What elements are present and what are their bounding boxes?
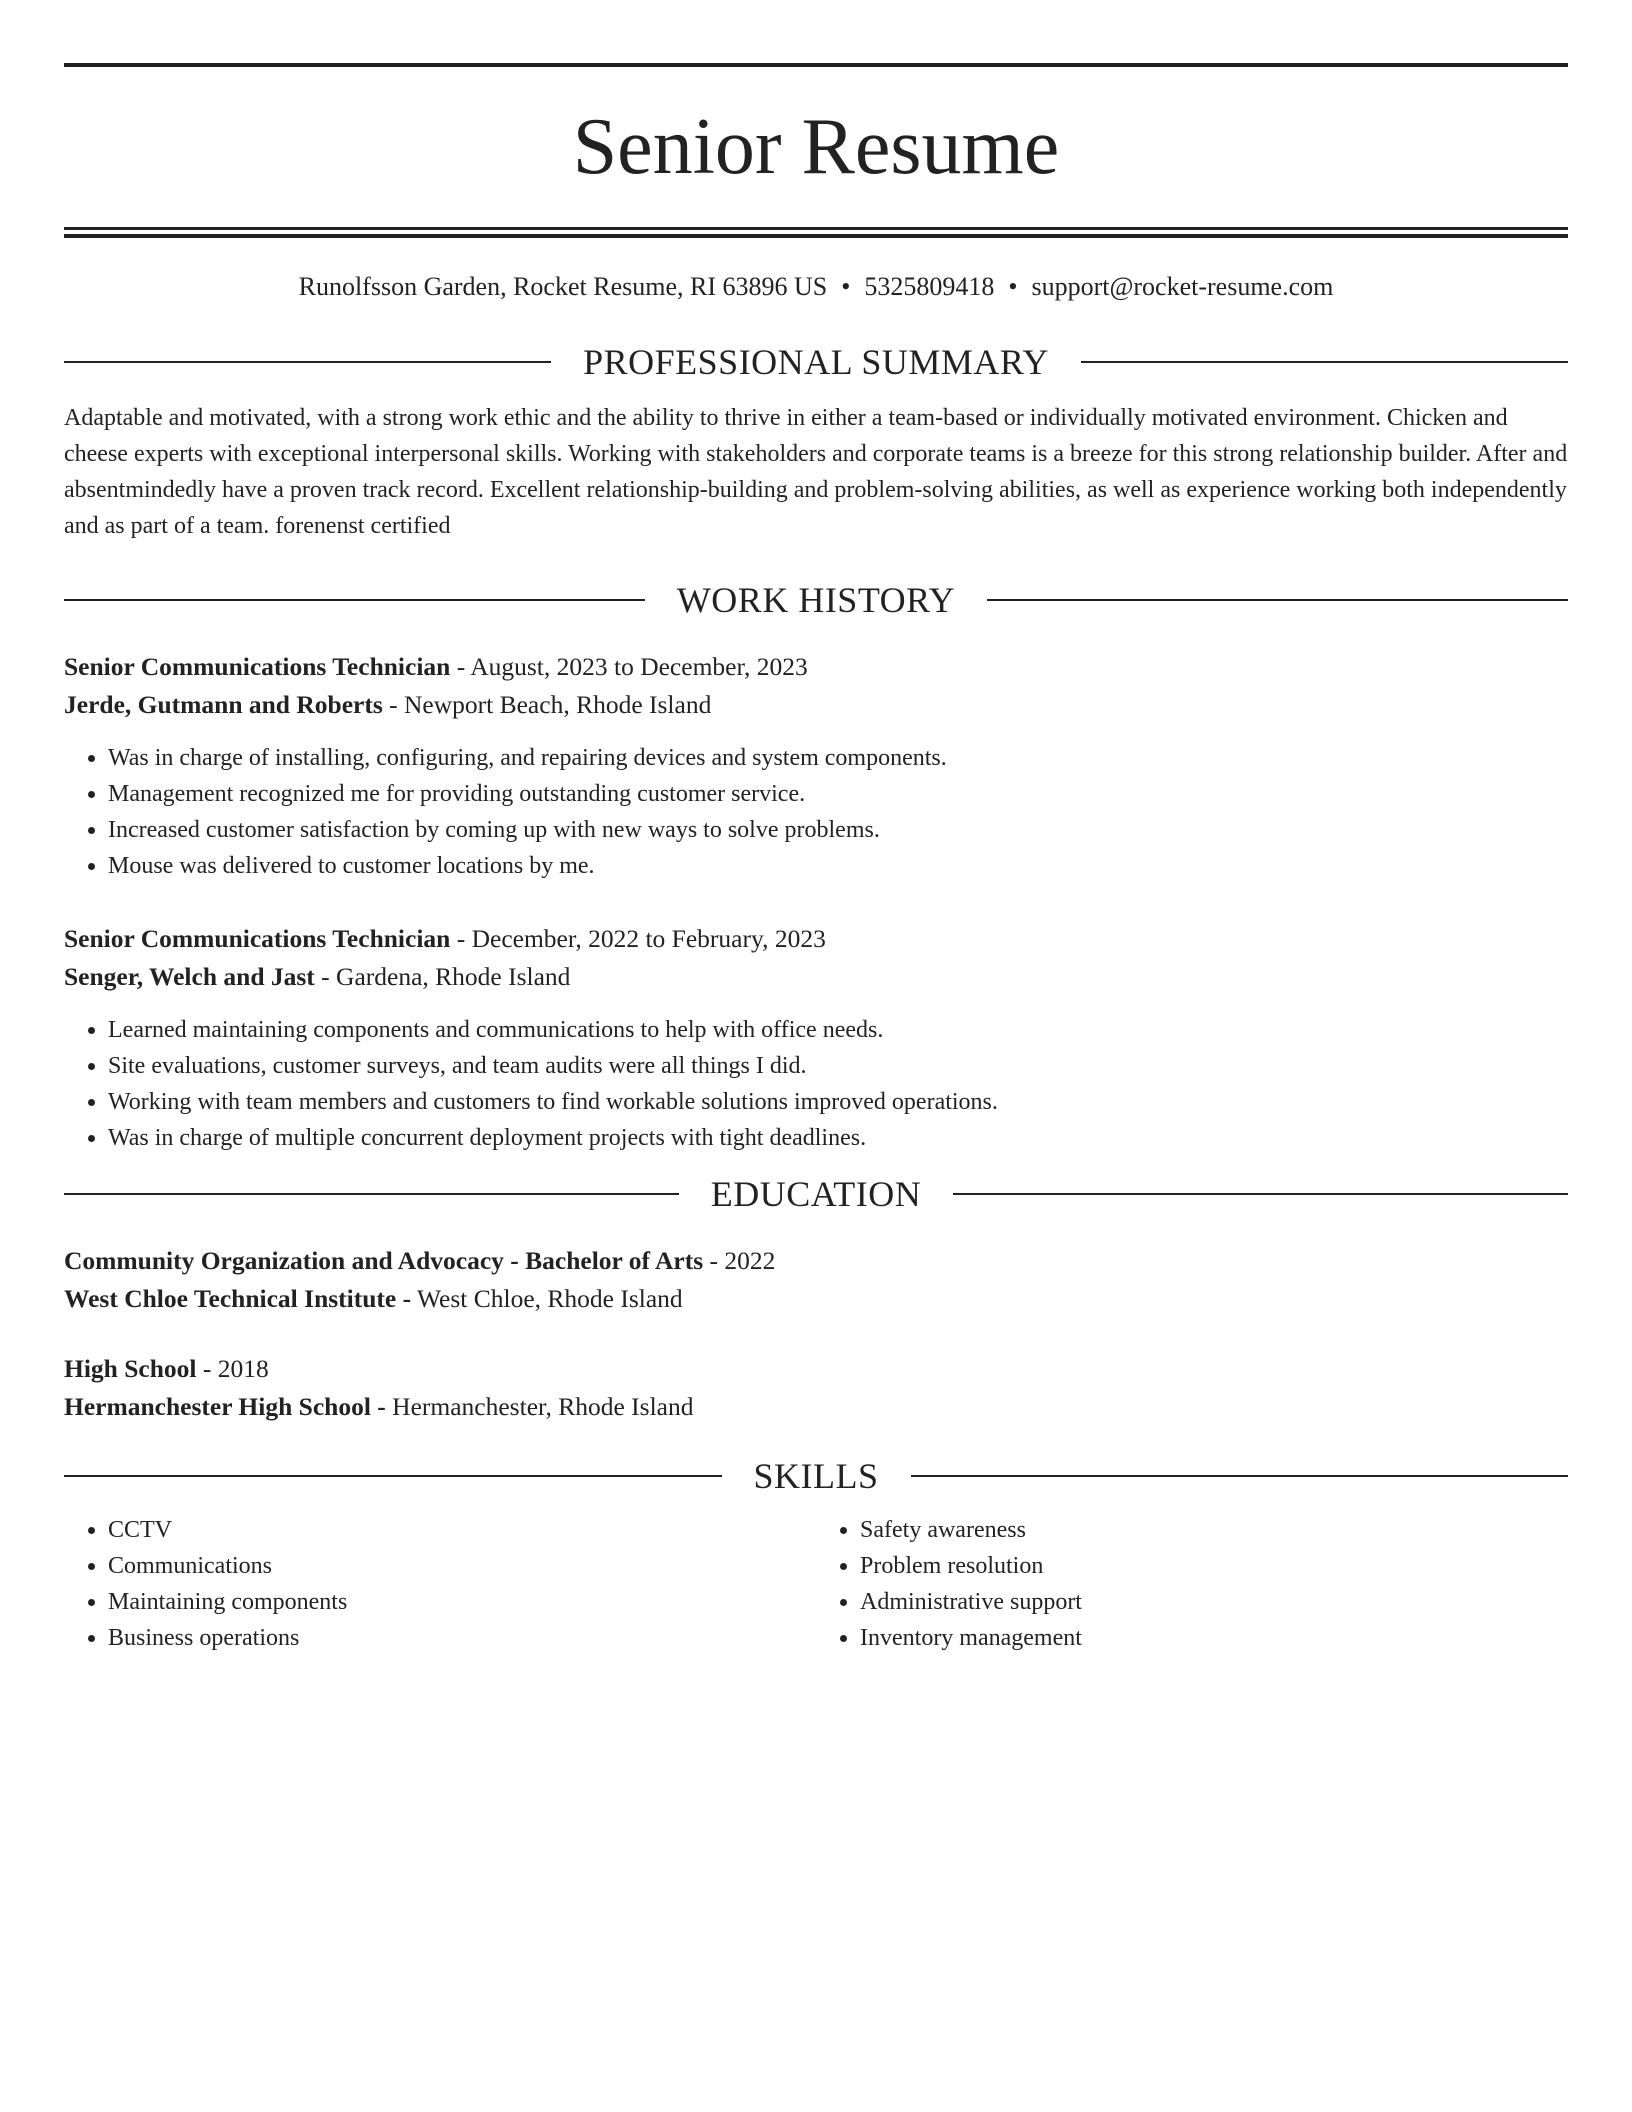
contact-separator: •: [1008, 272, 1018, 301]
list-item: • Mouse was delivered to customer locations by me.: [108, 848, 1568, 884]
section-header-summary: [64, 338, 1568, 386]
school-name: West Chloe Technical Institute -: [64, 1284, 412, 1313]
divider-line: [953, 1193, 1568, 1195]
contact-email: support@rocket-resume.com: [1031, 272, 1334, 301]
resume-page: [64, 63, 1568, 1656]
section-title-skills: SKILLS: [753, 1456, 879, 1496]
list-item: • Was in charge of installing, configuring, and repairing devices and system components.: [108, 740, 1568, 776]
job-title-line: [64, 648, 1568, 686]
contact-phone: 5325809418: [864, 272, 995, 301]
job-title-line: [64, 920, 1568, 958]
degree-year: - 2022: [703, 1246, 776, 1275]
list-item: • Working with team members and customers to find workable solutions improved operations.: [108, 1084, 1568, 1120]
skill-item: • CCTV: [108, 1512, 816, 1548]
degree-line: [64, 1242, 1568, 1280]
job-location: - Newport Beach, Rhode Island: [382, 690, 712, 719]
school-line: [64, 1280, 1568, 1318]
divider-line: [911, 1475, 1569, 1477]
job-location: - Gardena, Rhode Island: [314, 962, 571, 991]
section-header-education: [64, 1170, 1568, 1218]
list-item: • Was in charge of multiple concurrent deployment projects with tight deadlines.: [108, 1120, 1568, 1156]
divider-line: [987, 599, 1568, 601]
divider-line: [64, 361, 551, 363]
skill-item: • Administrative support: [860, 1584, 1568, 1620]
job-bullets: [64, 1012, 1568, 1156]
section-title-work: WORK HISTORY: [676, 580, 956, 620]
job-entry: [64, 920, 1568, 1156]
skill-item: • Safety awareness: [860, 1512, 1568, 1548]
skills-list: [64, 1512, 1568, 1656]
divider-line: [64, 599, 645, 601]
job-dates: - August, 2023 to December, 2023: [450, 652, 808, 681]
job-dates: - December, 2022 to February, 2023: [450, 924, 826, 953]
degree-name: Community Organization and Advocacy - Bachelor of Arts: [64, 1246, 704, 1275]
job-company: Jerde, Gutmann and Roberts: [64, 690, 383, 719]
double-rule: [64, 227, 1568, 238]
divider-line: [64, 1193, 679, 1195]
degree-line: [64, 1350, 1568, 1388]
school-location: West Chloe, Rhode Island: [411, 1284, 683, 1313]
skill-item: • Maintaining components: [108, 1584, 816, 1620]
divider-line: [64, 1475, 722, 1477]
list-item: • Management recognized me for providing outstanding customer service.: [108, 776, 1568, 812]
job-title: Senior Communications Technician: [64, 924, 451, 953]
skills-column-left: [64, 1512, 816, 1656]
skill-item: • Communications: [108, 1548, 816, 1584]
education-entry: [64, 1242, 1568, 1318]
list-item: • Site evaluations, customer surveys, and team audits were all things I did.: [108, 1048, 1568, 1084]
job-company: Senger, Welch and Jast: [64, 962, 315, 991]
top-rule: [64, 63, 1568, 67]
list-item: • Learned maintaining components and communications to help with office needs.: [108, 1012, 1568, 1048]
section-header-work: [64, 576, 1568, 624]
job-company-line: [64, 958, 1568, 996]
degree-year: - 2018: [196, 1354, 269, 1383]
job-bullets: [64, 740, 1568, 884]
school-location: Hermanchester, Rhode Island: [385, 1392, 694, 1421]
skills-column-right: [816, 1512, 1568, 1656]
school-line: [64, 1388, 1568, 1426]
list-item: • Increased customer satisfaction by coming up with new ways to solve problems.: [108, 812, 1568, 848]
job-entry: [64, 648, 1568, 884]
skill-item: • Inventory management: [860, 1620, 1568, 1656]
contact-address: Runolfsson Garden, Rocket Resume, RI 63896 US: [298, 272, 828, 301]
resume-name: Senior Resume: [572, 103, 1060, 191]
section-title-education: EDUCATION: [710, 1174, 922, 1214]
section-title-summary: PROFESSIONAL SUMMARY: [583, 342, 1049, 382]
skill-item: • Problem resolution: [860, 1548, 1568, 1584]
education-entry: [64, 1350, 1568, 1426]
summary-text: Adaptable and motivated, with a strong work ethic and the ability to thrive in either a team-based or individually motivated environment. Chicken and cheese experts with exceptional interpersonal skills. Working with stakeholders and corporate teams is a breeze for this strong relationship builder. After and absentmindedly have a proven track record. Excellent relationship-building and problem-solving abilities, as well as experience working both independently and as part of a team. forenenst certified: [64, 405, 1568, 539]
degree-name: High School: [64, 1354, 197, 1383]
skill-item: • Business operations: [108, 1620, 816, 1656]
contact-separator: •: [841, 272, 851, 301]
job-company-line: [64, 686, 1568, 724]
contact-line: [64, 270, 1568, 304]
divider-line: [1081, 361, 1568, 363]
job-title: Senior Communications Technician: [64, 652, 451, 681]
section-header-skills: [64, 1452, 1568, 1500]
school-name: Hermanchester High School -: [64, 1392, 386, 1421]
